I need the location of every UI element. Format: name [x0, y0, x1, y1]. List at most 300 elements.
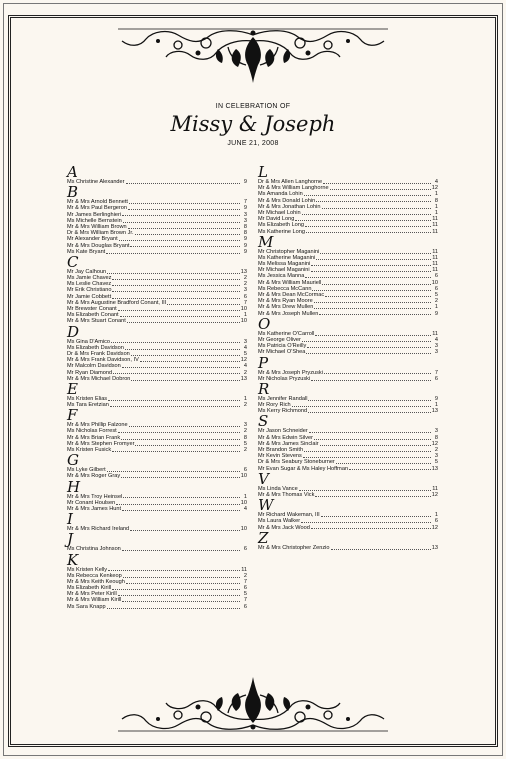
guest-name: Ms Gina D'Amico — [67, 338, 111, 345]
celebration-line: IN CELEBRATION OF — [215, 103, 291, 110]
section-letter: I — [67, 510, 73, 529]
guest-name: Mr & Mrs Brian Frank — [67, 434, 121, 441]
guest-name: Mr Michael Lohin — [258, 209, 301, 216]
guest-row — [258, 408, 438, 414]
dot-leader — [311, 525, 431, 530]
letter-section — [67, 406, 247, 453]
table-number: 12 — [431, 524, 438, 531]
section-letter: E — [67, 379, 78, 398]
dot-leader — [123, 494, 240, 499]
dot-leader — [323, 179, 431, 184]
dot-leader — [308, 396, 431, 401]
guest-row — [258, 311, 438, 317]
table-number: 1 — [434, 209, 438, 216]
section-letter: S — [258, 412, 269, 431]
table-number: 9 — [243, 242, 247, 249]
guest-name: Mr & Mrs William Langhorne — [258, 185, 329, 192]
dot-leader — [107, 269, 240, 274]
table-number: 13 — [431, 408, 438, 415]
table-number: 10 — [240, 306, 247, 312]
table-number: 1 — [243, 493, 247, 500]
guest-name: Mr James Berlinghieri — [67, 211, 122, 218]
dot-leader — [309, 428, 431, 433]
letter-section — [258, 163, 438, 235]
table-number: 4 — [243, 505, 247, 512]
table-number: 8 — [243, 434, 247, 441]
dot-leader — [112, 585, 240, 590]
table-number: 1 — [243, 395, 247, 402]
dot-leader — [308, 408, 431, 413]
guest-name: Ms Melissa Maganini — [258, 261, 311, 268]
dot-leader — [306, 229, 431, 234]
dot-leader — [320, 249, 431, 254]
section-letter: P — [258, 353, 269, 372]
bottom-scroll-ornament — [118, 673, 388, 733]
dot-leader — [322, 204, 432, 209]
guest-name: Mr Kevin Stevens — [258, 453, 302, 460]
guest-row — [67, 249, 247, 255]
table-number: 6 — [243, 546, 247, 553]
guest-row — [67, 179, 247, 185]
table-number: 3 — [243, 338, 247, 345]
table-number: 1 — [434, 191, 438, 198]
dot-leader — [131, 376, 239, 381]
table-number: 2 — [434, 298, 438, 305]
table-number: 2 — [243, 572, 247, 579]
table-number: 9 — [243, 236, 247, 243]
guest-name: Mr & Mrs Richard Ireland — [67, 526, 130, 533]
guest-name: Ms Leslie Chavez — [67, 281, 112, 288]
dot-leader — [125, 345, 240, 350]
table-number: 12 — [431, 440, 438, 447]
letter-section — [67, 477, 247, 513]
section-letter: Z — [258, 528, 269, 547]
table-number: 4 — [243, 363, 247, 370]
table-number: 12 — [431, 491, 438, 498]
section-letter: G — [67, 451, 79, 470]
letter-section — [67, 451, 247, 480]
table-number: 10 — [240, 473, 247, 480]
table-number: 5 — [243, 440, 247, 447]
guest-name: Mr George Oliver — [258, 336, 301, 343]
guest-name: Mr & Mrs Augustine Bradford Conant, III — [67, 299, 167, 306]
table-number: 1 — [243, 312, 247, 319]
section-letter: W — [258, 496, 274, 515]
guest-name: Ms Kate Bryant — [67, 248, 106, 255]
section-letter: B — [67, 183, 79, 202]
guest-row — [67, 604, 247, 610]
guest-row — [67, 506, 247, 512]
dot-leader — [118, 591, 240, 596]
guest-name: Mr & Mrs Thomas Vick — [258, 491, 315, 498]
letter-section — [67, 252, 247, 325]
guest-name: Mr & Mrs Jack Wood — [258, 524, 310, 531]
table-number: 5 — [434, 292, 438, 298]
guest-row — [67, 402, 247, 408]
table-number: 3 — [434, 349, 438, 356]
dot-leader — [107, 604, 240, 609]
guest-name: Mr Brandon Smith — [258, 447, 304, 453]
guest-name: Mr & Mrs Christopher Zenzio — [258, 544, 330, 551]
guest-name: Ms Elizabeth Long — [258, 222, 305, 229]
guest-row — [67, 546, 247, 552]
dot-leader — [116, 500, 240, 505]
table-number: 11 — [432, 216, 438, 223]
section-letter: R — [258, 379, 270, 398]
table-number: 9 — [243, 179, 247, 185]
table-number: 4 — [243, 344, 247, 351]
guest-name: Mr Malcolm Davidson — [67, 363, 121, 370]
table-number: 11 — [432, 485, 438, 492]
dot-leader — [112, 447, 240, 452]
dot-leader — [311, 261, 431, 266]
table-number: 7 — [243, 199, 247, 206]
section-letter: F — [67, 406, 78, 425]
dot-leader — [135, 230, 240, 235]
dot-leader — [121, 473, 240, 478]
table-number: 7 — [434, 369, 438, 376]
guest-name: Mr & Mrs Roger Gray — [67, 473, 121, 480]
dot-leader — [112, 281, 240, 286]
guest-name: Ms Katherine Maganini — [258, 254, 316, 261]
dot-leader — [305, 273, 431, 278]
dot-leader — [112, 275, 240, 280]
guest-name: Ms Laura Walker — [258, 518, 301, 525]
guest-name: Mr & Mrs William Brown — [67, 223, 127, 230]
dot-leader — [113, 370, 240, 375]
dot-leader — [324, 370, 431, 375]
guest-name: Mr & Mrs James Hunt — [67, 505, 122, 512]
letter-section — [67, 163, 247, 185]
dot-leader — [120, 312, 240, 317]
dot-leader — [336, 459, 431, 464]
guest-name: Mr Jamie Cobbett — [67, 293, 112, 300]
dot-leader — [304, 191, 431, 196]
table-number: 7 — [243, 597, 247, 604]
table-number: 5 — [434, 459, 438, 466]
table-number: 5 — [243, 591, 247, 598]
guest-name: Ms Tara Eretzian — [67, 402, 109, 409]
dot-leader — [349, 466, 431, 471]
dot-leader — [127, 318, 240, 323]
table-number: 11 — [432, 330, 438, 337]
table-number: 2 — [434, 447, 438, 453]
dot-leader — [301, 518, 431, 523]
guest-row — [67, 447, 247, 453]
letter-section — [67, 550, 247, 610]
section-letter: A — [67, 163, 78, 181]
guest-name: Mr & Mrs Stephen Fromyer — [67, 440, 135, 447]
table-number: 8 — [243, 230, 247, 237]
dot-leader — [295, 216, 431, 221]
table-number: 11 — [432, 222, 438, 229]
table-number: 3 — [434, 453, 438, 460]
table-number: 3 — [243, 217, 247, 224]
dot-leader — [314, 304, 431, 309]
dot-leader — [130, 526, 240, 531]
dot-leader — [306, 349, 431, 354]
table-number: 2 — [243, 447, 247, 453]
table-number: 9 — [243, 248, 247, 255]
guest-name: Ms Kristen Fusick — [67, 447, 112, 453]
dot-leader — [312, 286, 431, 291]
guest-name: Ms Jamie Chavez — [67, 275, 112, 282]
guest-name: Dr & Mrs Frank Davidson — [67, 350, 130, 357]
table-number: 10 — [240, 526, 247, 533]
guest-column-right — [258, 163, 438, 552]
dot-leader — [111, 339, 240, 344]
dot-leader — [321, 512, 431, 517]
letter-section — [258, 412, 438, 472]
guest-name: Ms Christina Johnson — [67, 546, 121, 553]
guest-name: Ms Elizabeth Kirill — [67, 585, 112, 592]
guest-name: Mr Rory Rich — [258, 402, 291, 409]
letter-section — [258, 469, 438, 498]
table-number: 2 — [243, 275, 247, 282]
table-number: 6 — [434, 273, 438, 280]
table-number: 6 — [434, 285, 438, 292]
guest-name: Mr David Long — [258, 216, 295, 223]
guest-name: Ms Rebecca McCann — [258, 285, 312, 292]
guest-name: Mr & Mrs Ryan Moore — [258, 298, 313, 305]
table-number: 6 — [243, 585, 247, 592]
guest-name: Ms Katherine Long — [258, 228, 305, 235]
dot-leader — [106, 249, 240, 254]
guest-name: Mr & Mrs Troy Heinsel — [67, 493, 123, 500]
dot-leader — [108, 567, 240, 572]
guest-name: Mr Conant Houlsen — [67, 499, 116, 506]
dot-leader — [122, 546, 240, 551]
table-number: 12 — [431, 185, 438, 192]
guest-name: Ms Lyke Gilbert — [67, 467, 106, 474]
table-number: 4 — [434, 179, 438, 185]
dot-leader — [112, 294, 240, 299]
letter-section — [258, 496, 438, 531]
guest-row — [67, 318, 247, 324]
guest-name: Mr Christopher Maganini — [258, 248, 320, 255]
guest-name: Ms Kristen Kelly — [67, 566, 108, 573]
table-number: 3 — [243, 287, 247, 294]
dot-leader — [292, 402, 431, 407]
table-number: 3 — [243, 422, 247, 429]
dot-leader — [126, 179, 240, 184]
dot-leader — [123, 573, 240, 578]
dot-leader — [322, 280, 430, 285]
table-number: 1 — [434, 402, 438, 409]
guest-name: Mr & Mrs Drew Mullen — [258, 304, 314, 311]
table-number: 6 — [243, 603, 247, 610]
dot-leader — [302, 210, 431, 215]
dot-leader — [123, 218, 240, 223]
section-letter: H — [67, 477, 81, 496]
letter-section — [67, 322, 247, 382]
dot-leader — [119, 236, 240, 241]
dot-leader — [316, 198, 431, 203]
guest-name: Mr Jay Calhoun — [67, 268, 107, 275]
guest-name: Mr & Mrs Donald Lohin — [258, 197, 316, 204]
table-number: 11 — [432, 267, 438, 274]
guest-name: Mr & Mrs Joseph Mullen — [258, 310, 319, 317]
table-number: 3 — [434, 343, 438, 350]
dot-leader — [314, 435, 431, 440]
table-number: 7 — [243, 578, 247, 585]
table-number: 2 — [243, 281, 247, 288]
letter-section — [258, 353, 438, 382]
guest-row — [258, 545, 438, 551]
dot-leader — [311, 267, 431, 272]
letter-section — [258, 232, 438, 317]
dot-leader — [311, 376, 431, 381]
table-number: 13 — [431, 465, 438, 472]
section-letter: C — [67, 252, 79, 271]
guest-name: Mr & Mrs Edwin Silver — [258, 434, 314, 441]
guest-name: Mr Nicholas Pryzuski — [258, 375, 311, 382]
dot-leader — [315, 331, 431, 336]
dot-leader — [121, 435, 240, 440]
dot-leader — [129, 199, 240, 204]
couple-names: Missy & Joseph — [170, 112, 336, 136]
guest-row — [67, 376, 247, 382]
table-number: 4 — [434, 336, 438, 343]
table-number: 6 — [243, 467, 247, 474]
table-number: 1 — [434, 203, 438, 210]
dot-leader — [305, 222, 431, 227]
guest-name: Mr & Mrs Peter Kirill — [67, 591, 117, 598]
section-letter: J — [67, 530, 74, 549]
dot-leader — [316, 255, 431, 260]
dot-leader — [118, 428, 240, 433]
top-scroll-ornament — [118, 27, 388, 87]
letter-section — [258, 528, 438, 551]
table-number: 11 — [432, 261, 438, 268]
guest-name: Mr & Mrs Douglas Bryant — [67, 242, 130, 249]
dot-leader — [107, 467, 240, 472]
table-number: 1 — [434, 512, 438, 519]
table-number: 10 — [240, 318, 247, 325]
letter-section — [67, 183, 247, 255]
guest-name: Ms Amanda Lohin — [258, 191, 303, 198]
letter-section — [67, 510, 247, 533]
dot-leader — [331, 545, 431, 550]
guest-name: Ms Jessica Manna — [258, 273, 305, 280]
dot-leader — [302, 337, 431, 342]
guest-name: Mr & Mrs Jonathan Lohin — [258, 203, 321, 210]
guest-name: Ms Christine Alexander — [67, 179, 125, 185]
guest-name: Mr & Mrs Paul Bergeron — [67, 205, 127, 212]
guest-name: Mr & Mrs Frank Davidson, IV — [67, 357, 139, 364]
guest-column-left — [67, 163, 247, 611]
table-number: 6 — [434, 518, 438, 525]
table-number: 13 — [240, 375, 247, 382]
guest-name: Ms Jennifer Randall — [258, 395, 308, 402]
dot-leader — [122, 363, 240, 368]
guest-name: Ms Kristen Elias — [67, 395, 108, 402]
guest-name: Ms Linda Vance — [258, 485, 298, 492]
guest-name: Ms Kerry Richmond — [258, 408, 308, 415]
guest-name: Mr Ryan Diamond — [67, 369, 113, 376]
dot-leader — [303, 453, 431, 458]
dot-leader — [118, 306, 240, 311]
letter-section — [67, 530, 247, 553]
guest-name: Mr Brewster Conant — [67, 306, 117, 312]
dot-leader — [140, 357, 240, 362]
section-letter: K — [67, 550, 79, 569]
guest-row — [258, 349, 438, 355]
section-letter: D — [67, 322, 80, 341]
guest-name: Ms Michelle Bernstein — [67, 217, 122, 224]
dot-leader — [130, 243, 240, 248]
table-number: 8 — [243, 223, 247, 230]
letter-section — [67, 379, 247, 409]
table-number: 11 — [432, 254, 438, 261]
guest-name: Mr & Mrs Stuart Conant — [67, 318, 126, 325]
table-number: 11 — [432, 228, 438, 235]
guest-name: Mr & Mrs Arnold Bennett — [67, 199, 128, 206]
guest-name: Ms Rebecca Kenkeop — [67, 572, 122, 579]
guest-row — [258, 466, 438, 472]
guest-row — [258, 376, 438, 382]
table-number: 8 — [434, 197, 438, 204]
table-number: 11 — [432, 248, 438, 255]
guest-name: Ms Patricia O'Reilly — [258, 343, 307, 350]
dot-leader — [299, 486, 431, 491]
dot-leader — [108, 396, 240, 401]
guest-name: Ms Nicholas Forrest — [67, 428, 117, 435]
guest-name: Mr Richard Wakeman, III — [258, 512, 320, 519]
dot-leader — [304, 447, 431, 452]
dot-leader — [110, 402, 240, 407]
dot-leader — [126, 579, 240, 584]
dot-leader — [129, 422, 240, 427]
guest-name: Mr & Mrs Dean McCormac — [258, 292, 325, 298]
guest-row — [258, 492, 438, 498]
table-number: 10 — [431, 279, 438, 286]
dot-leader — [315, 492, 430, 497]
dot-leader — [131, 351, 240, 356]
table-number: 3 — [243, 211, 247, 218]
dot-leader — [128, 205, 240, 210]
table-number: 11 — [241, 566, 247, 573]
guest-name: Mr & Mrs James Sinclair — [258, 440, 319, 447]
table-number: 10 — [240, 499, 247, 506]
letter-section — [258, 379, 438, 415]
guest-name: Mr & Mrs William Kirill — [67, 597, 122, 604]
letter-section — [258, 314, 438, 356]
guest-name: Mr Evan Sugar & Ms Haley Hoffman — [258, 465, 349, 472]
dot-leader — [307, 343, 431, 348]
table-number: 2 — [243, 402, 247, 409]
dot-leader — [128, 224, 240, 229]
guest-name: Mr Erik Christiano — [67, 287, 112, 294]
guest-name: Mr & Mrs Keith Keough — [67, 578, 125, 585]
dot-leader — [135, 441, 240, 446]
table-number: 1 — [434, 304, 438, 311]
dot-leader — [314, 298, 431, 303]
table-number: 2 — [243, 428, 247, 435]
dot-leader — [122, 597, 240, 602]
section-letter: L — [258, 163, 268, 181]
guest-name: Mr Michael Maganini — [258, 267, 310, 274]
table-number: 9 — [243, 205, 247, 212]
guest-name: Dr & Mrs Seabury Stoneburner — [258, 459, 335, 466]
dot-leader — [320, 441, 431, 446]
guest-name: Ms Katherine O'Carroll — [258, 330, 315, 337]
table-number: 2 — [243, 369, 247, 376]
table-number: 12 — [240, 357, 247, 364]
guest-row — [258, 525, 438, 531]
guest-name: Dr & Mrs William Brown Jr. — [67, 230, 134, 237]
guest-name: Mr & Mrs Phillip Falzone — [67, 422, 128, 429]
